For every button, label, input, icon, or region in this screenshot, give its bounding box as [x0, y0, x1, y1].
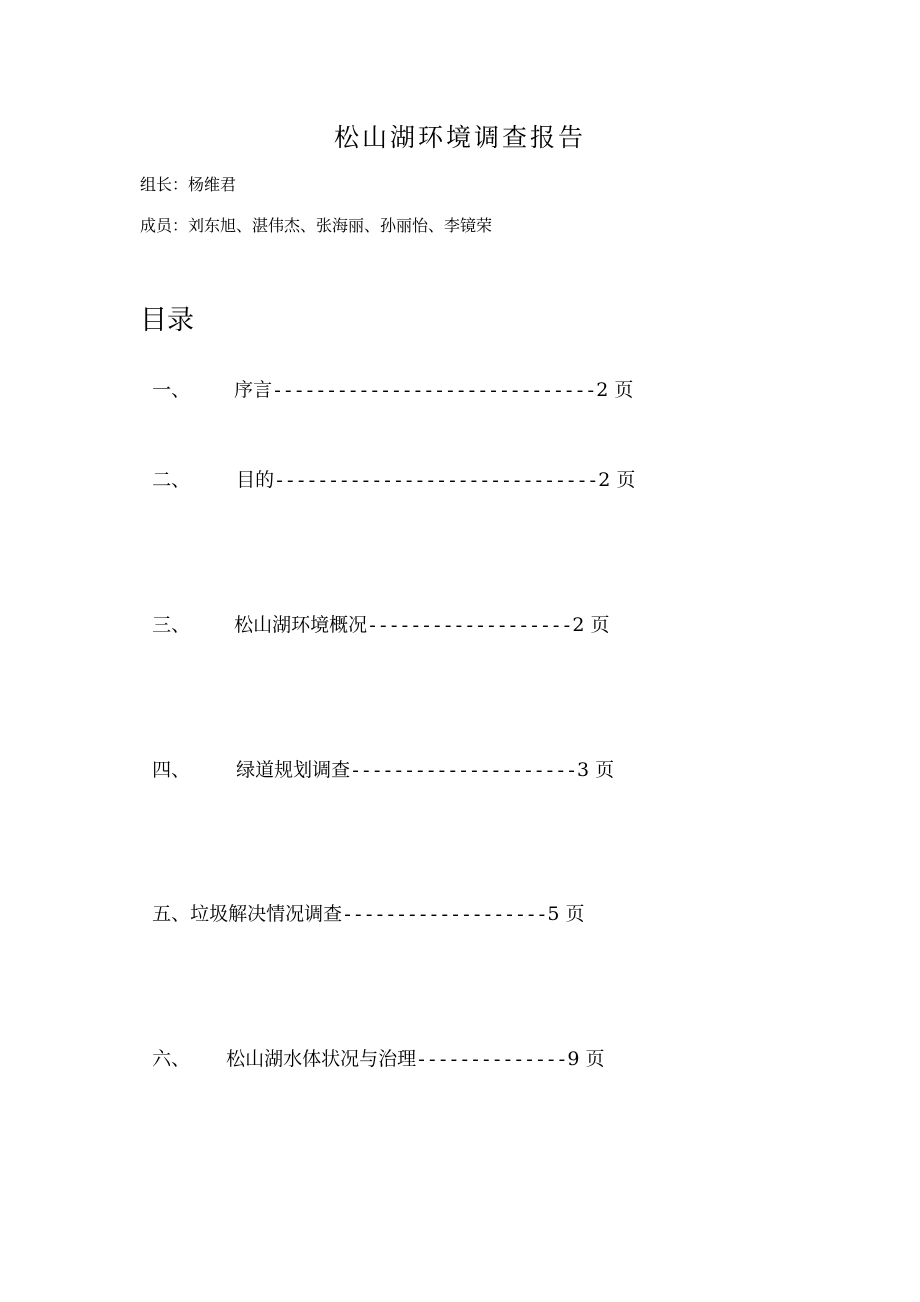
leader-line [140, 172, 236, 195]
toc-entry-page: 9 页 [567, 1048, 605, 1070]
toc-entry-number: 三、 [152, 614, 191, 636]
toc-entry-title: 绿道规划调查 [236, 759, 351, 781]
toc-entry-page: 2 页 [596, 379, 634, 401]
toc-entry-number: 四、 [152, 759, 191, 781]
toc-entry-leader: ------------------- [367, 617, 573, 637]
toc-entry-title: 松山湖环境概况 [234, 614, 368, 636]
toc-entry-number: 一、 [152, 379, 191, 401]
toc-entry-leader: -------------- [416, 1051, 568, 1071]
members-label: 成员： [140, 216, 189, 235]
toc-entry-page: 5 页 [547, 903, 585, 925]
toc-entry-leader: ------------------- [342, 906, 548, 926]
toc-entry-title: 序言 [234, 379, 273, 401]
document-title: 松山湖环境调查报告 [333, 123, 586, 152]
toc-entry-page: 2 页 [598, 469, 636, 491]
members-names: 刘东旭、湛伟杰、张海丽、孙丽怡、李镜荣 [188, 216, 493, 235]
toc-entry [140, 875, 585, 929]
toc-entry [140, 586, 610, 640]
toc-entry [140, 351, 633, 405]
toc-entry-leader: --------------------- [350, 762, 577, 782]
toc-entry-leader: ------------------------------ [272, 382, 597, 402]
toc-entry-title: 松山湖水体状况与治理 [226, 1048, 417, 1070]
leader-label: 组长： [140, 175, 189, 194]
toc-entry-title: 垃圾解决情况调查 [190, 903, 343, 925]
toc-entry [140, 731, 614, 785]
toc-entry [140, 441, 635, 495]
toc-entry-number: 二、 [152, 469, 191, 491]
toc-entry-page: 2 页 [572, 614, 610, 636]
toc-entry-title: 目的 [236, 469, 275, 491]
toc-heading: 目录 [140, 305, 194, 336]
toc-entry-number: 五、 [152, 903, 191, 925]
members-line [140, 213, 492, 236]
toc-entry-page: 3 页 [576, 759, 615, 781]
toc-entry-number: 六、 [152, 1048, 191, 1070]
toc-entry [140, 1020, 605, 1074]
leader-name: 杨维君 [188, 175, 237, 194]
toc-entry-leader: ------------------------------ [274, 472, 599, 492]
